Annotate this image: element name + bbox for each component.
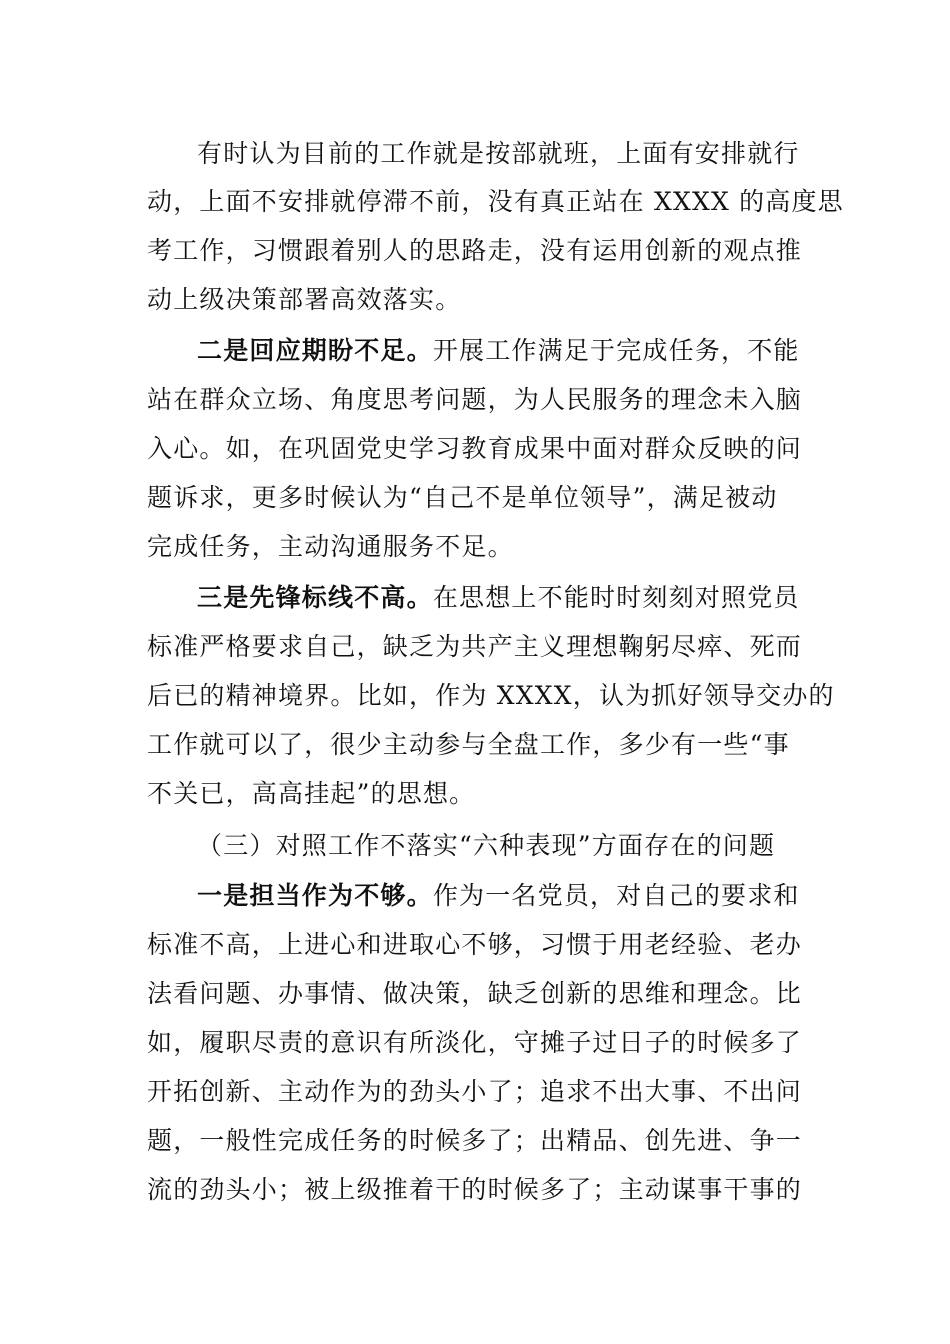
- paragraph-3-line-3: 后已的精神境界。比如，作为 XXXX，认为抓好领导交办的: [147, 681, 835, 710]
- paragraph-4-line-6: 题，一般性完成任务的时候多了；出精品、创先进、争一: [147, 1126, 803, 1155]
- paragraph-4-line-2: 标准不高，上进心和进取心不够，习惯于用老经验、老办: [147, 930, 803, 959]
- paragraph-3-first-rest: 在思想上不能时时刻刻对照党员: [432, 583, 800, 612]
- paragraph-3-line-4: 工作就可以了，很少主动参与全盘工作，多少有一些“事: [147, 730, 790, 759]
- paragraph-2-line-5: 完成任务，主动沟通服务不足。: [147, 532, 514, 561]
- paragraph-4-line-7: 流的劲头小；被上级推着干的时候多了；主动谋事干事的: [147, 1175, 803, 1204]
- paragraph-4-line-4: 如，履职尽责的意识有所淡化，守摊子过日子的时候多了: [147, 1028, 803, 1057]
- paragraph-4-line-5: 开拓创新、主动作为的劲头小了；追求不出大事、不出问: [147, 1077, 803, 1106]
- paragraph-3-line-2: 标准严格要求自己，缺乏为共产主义理想鞠躬尽瘁、死而: [147, 632, 803, 661]
- paragraph-1-line-4: 动上级决策部署高效落实。: [147, 285, 462, 314]
- paragraph-4-lead: 一是担当作为不够。: [197, 881, 433, 910]
- paragraph-3-lead: 三是先锋标线不高。: [197, 583, 433, 612]
- paragraph-2-lead: 二是回应期盼不足。: [197, 336, 433, 365]
- paragraph-1-line-3: 考工作，习惯跟着别人的思路走，没有运用创新的观点推: [147, 236, 803, 265]
- paragraph-2-line-2: 站在群众立场、角度思考问题，为人民服务的理念未入脑: [147, 385, 803, 414]
- paragraph-2-line-1: [197, 331, 807, 371]
- paragraph-2-line-4: 题诉求，更多时候认为“自己不是单位领导”，满足被动: [147, 483, 778, 512]
- paragraph-1-line-2: 动，上面不安排就停滞不前，没有真正站在 XXXX 的高度思: [147, 187, 844, 216]
- paragraph-4-line-1: [197, 876, 807, 916]
- paragraph-1-line-1: 有时认为目前的工作就是按部就班，上面有安排就行: [197, 139, 800, 168]
- paragraph-2-line-3: 入心。如，在巩固党史学习教育成果中面对群众反映的问: [147, 434, 803, 463]
- paragraph-3-line-1: [197, 578, 807, 618]
- paragraph-4-line-3: 法看问题、办事情、做决策，缺乏创新的思维和理念。比: [147, 979, 803, 1008]
- section-heading-3: （三）对照工作不落实“六种表现”方面存在的问题: [197, 831, 776, 860]
- paragraph-3-line-5: 不关已，高高挂起”的思想。: [147, 779, 476, 808]
- paragraph-4-first-rest: 作为一名党员，对自己的要求和: [432, 881, 800, 910]
- paragraph-2-first-rest: 开展工作满足于完成任务，不能: [432, 336, 800, 365]
